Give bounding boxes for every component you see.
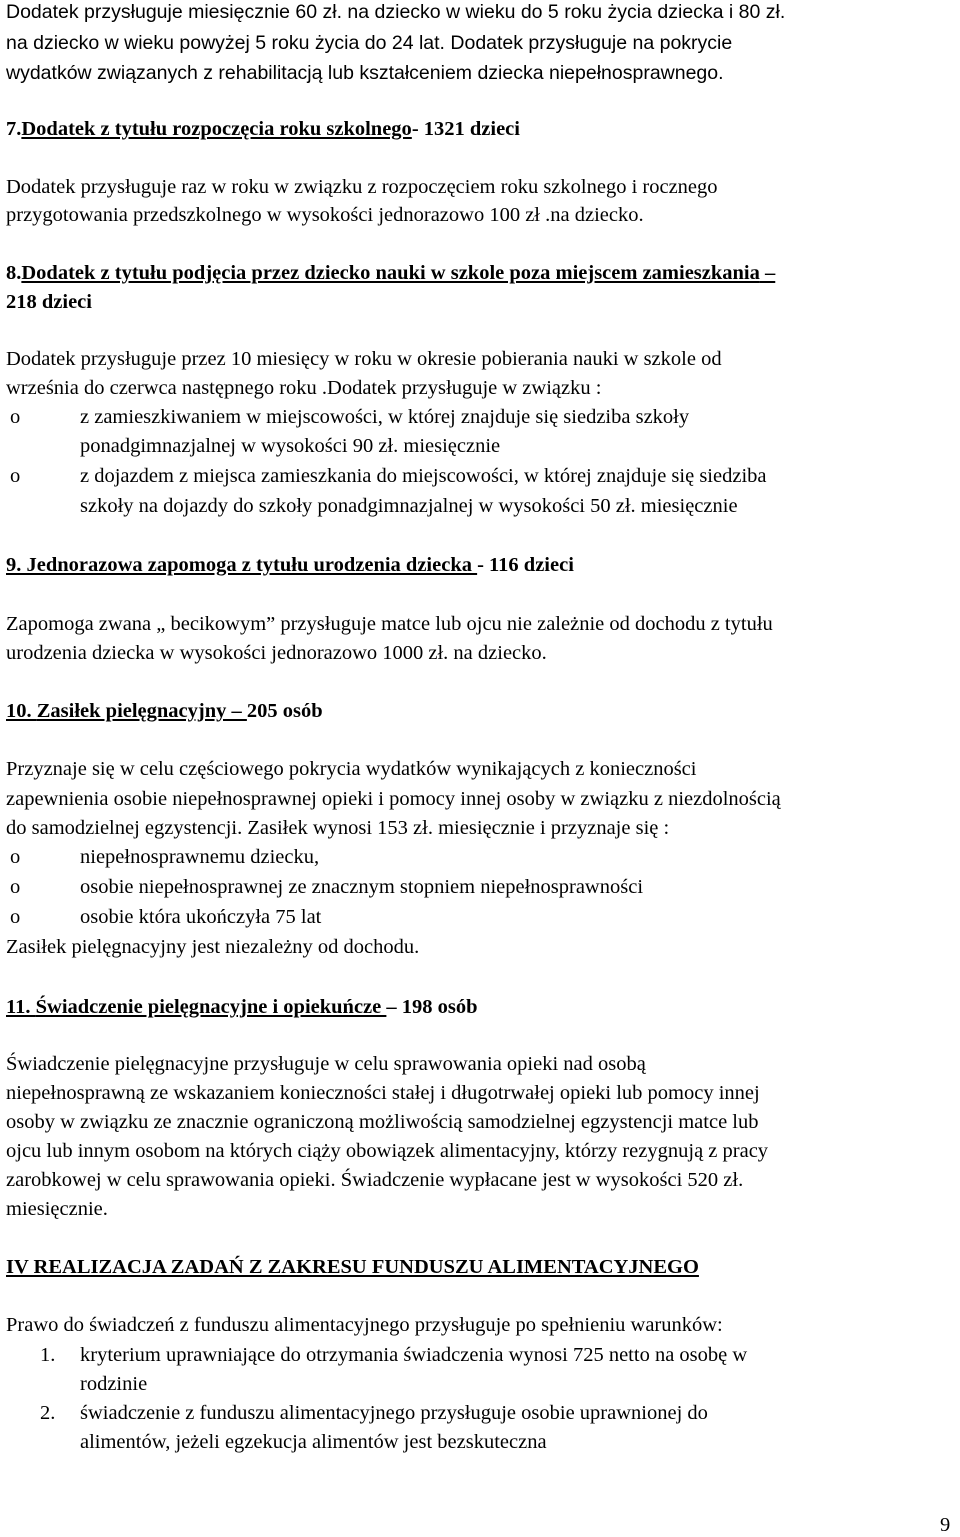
section-9-title: Jednorazowa zapomoga z tytułu urodzenia dziecka — [26, 554, 478, 576]
list-item-2-line-2: alimentów, jeżeli egzekucja alimentów jest bezskuteczna — [80, 1431, 547, 1453]
list-item-1-line-1: kryterium uprawniające do otrzymania świadczenia wynosi 725 netto na osobę w — [80, 1344, 748, 1366]
section-8-title: Dodatek z tytułu podjęcia przez dziecko nauki w szkole poza miejscem zamieszkania — [21, 262, 760, 284]
section-9-heading — [6, 555, 574, 576]
bullet-marker: o — [10, 406, 21, 428]
section-7-line-2: przygotowania przedszkolnego w wysokości jednorazowo 100 zł .na dziecko. — [6, 204, 644, 226]
bullet-marker: o — [10, 906, 21, 928]
bullet-marker: o — [10, 465, 21, 487]
section-8-count: 218 dzieci — [6, 291, 92, 313]
section-10-count: 205 osób — [246, 700, 323, 722]
section-8-bullet-1-line-1: z zamieszkiwaniem w miejscowości, w której znajduje się siedziba szkoły — [80, 406, 690, 428]
intro-line-1: Dodatek przysługuje miesięcznie 60 zł. na dziecko w wieku do 5 roku życia dziecka i 80 zł. — [6, 1, 786, 23]
section-11-line-1: Świadczenie pielęgnacyjne przysługuje w celu sprawowania opieki nad osobą — [6, 1053, 646, 1075]
section-8-line-2: września do czerwca następnego roku .Dodatek przysługuje w związku : — [6, 377, 602, 399]
section-11-heading — [6, 997, 478, 1018]
bullet-marker: o — [10, 846, 21, 868]
section-10-bullet-1: niepełnosprawnemu dziecku, — [80, 846, 320, 868]
intro-line-3: wydatków związanych z rehabilitacją lub kształceniem dziecka niepełnosprawnego. — [6, 62, 724, 84]
section-8-bullet-1-line-2: ponadgimnazjalnej w wysokości 90 zł. miesięcznie — [80, 435, 501, 457]
list-item-2-line-1: świadczenie z funduszu alimentacyjnego przysługuje osobie uprawnionej do — [80, 1402, 708, 1424]
section-7-line-1: Dodatek przysługuje raz w roku w związku z rozpoczęciem roku szkolnego i rocznego — [6, 176, 718, 198]
section-7-heading — [6, 119, 520, 140]
section-8-line-1: Dodatek przysługuje przez 10 miesięcy w roku w okresie pobierania nauki w szkole od — [6, 348, 722, 370]
section-11-line-4: ojcu lub innym osobom na których ciąży obowiązek alimentacyjny, którzy rezygnują z pracy — [6, 1140, 769, 1162]
section-7-title: Dodatek z tytułu rozpoczęcia roku szkolnego — [21, 118, 412, 140]
list-item-1-line-2: rodzinie — [80, 1373, 148, 1395]
section-11-count: – 198 osób — [386, 996, 478, 1018]
section-11-line-6: miesięcznie. — [6, 1198, 108, 1220]
section-8-bullet-2-line-2: szkoły na dojazdy do szkoły ponadgimnazjalnej w wysokości 50 zł. miesięcznie — [80, 495, 738, 517]
section-10-line-1: Przyznaje się w celu częściowego pokrycia wydatków wynikających z konieczności — [6, 758, 697, 780]
section-10-bullet-2: osobie niepełnosprawnej ze znacznym stopniem niepełnosprawności — [80, 876, 644, 898]
section-7-number: 7. — [6, 118, 22, 140]
section-iv-intro: Prawo do świadczeń z funduszu alimentacyjnego przysługuje po spełnieniu warunków: — [6, 1314, 723, 1336]
section-11-number: 11. — [6, 996, 36, 1018]
section-10-line-4: Zasiłek pielęgnacyjny jest niezależny od dochodu. — [6, 936, 420, 958]
section-10-heading — [6, 701, 323, 722]
section-10-title: Zasiłek pielęgnacyjny – — [36, 700, 247, 722]
section-10-line-2: zapewnienia osobie niepełnosprawnej opieki i pomocy innej osoby w związku z niezdolnością — [6, 788, 781, 810]
section-11-line-3: osoby w związku ze znacznie ograniczoną możliwością samodzielnej egzystencji matce lub — [6, 1111, 759, 1133]
bullet-marker: o — [10, 876, 21, 898]
section-10-number: 10. — [6, 700, 37, 722]
section-10-line-3: do samodzielnej egzystencji. Zasiłek wynosi 153 zł. miesięcznie i przyznaje się : — [6, 817, 670, 839]
section-8-dash: – — [759, 262, 776, 284]
list-number-2: 2. — [40, 1402, 56, 1424]
section-9-number: 9. — [6, 554, 27, 576]
intro-line-2: na dziecko w wieku powyżej 5 roku życia do 24 lat. Dodatek przysługuje na pokrycie — [6, 32, 733, 54]
section-8-bullet-2-line-1: z dojazdem z miejsca zamieszkania do miejscowości, w której znajduje się siedziba — [80, 465, 767, 487]
section-8-heading — [6, 263, 775, 284]
section-11-line-5: zarobkowej w celu sprawowania opieki. Świadczenie wypłacane jest w wysokości 520 zł. — [6, 1169, 744, 1191]
section-8-number: 8. — [6, 262, 22, 284]
section-10-bullet-3: osobie która ukończyła 75 lat — [80, 906, 322, 928]
section-9-count: - 116 dzieci — [477, 554, 574, 576]
section-11-line-2: niepełnosprawną ze wskazaniem konieczności stałej i długotrwałej opieki lub pomocy innej — [6, 1082, 760, 1104]
section-9-line-1: Zapomoga zwana „ becikowym” przysługuje matce lub ojcu nie zależnie od dochodu z tytułu — [6, 613, 773, 635]
section-iv-heading: IV REALIZACJA ZADAŃ Z ZAKRESU FUNDUSZU ALIMENTACYJNEGO — [6, 1256, 699, 1278]
section-7-count: - 1321 dzieci — [411, 118, 520, 140]
page-number: 9 — [940, 1514, 951, 1536]
list-number-1: 1. — [40, 1344, 56, 1366]
section-11-title: Świadczenie pielęgnacyjne i opiekuńcze — [35, 996, 387, 1018]
section-9-line-2: urodzenia dziecka w wysokości jednorazowo 1000 zł. na dziecko. — [6, 642, 547, 664]
